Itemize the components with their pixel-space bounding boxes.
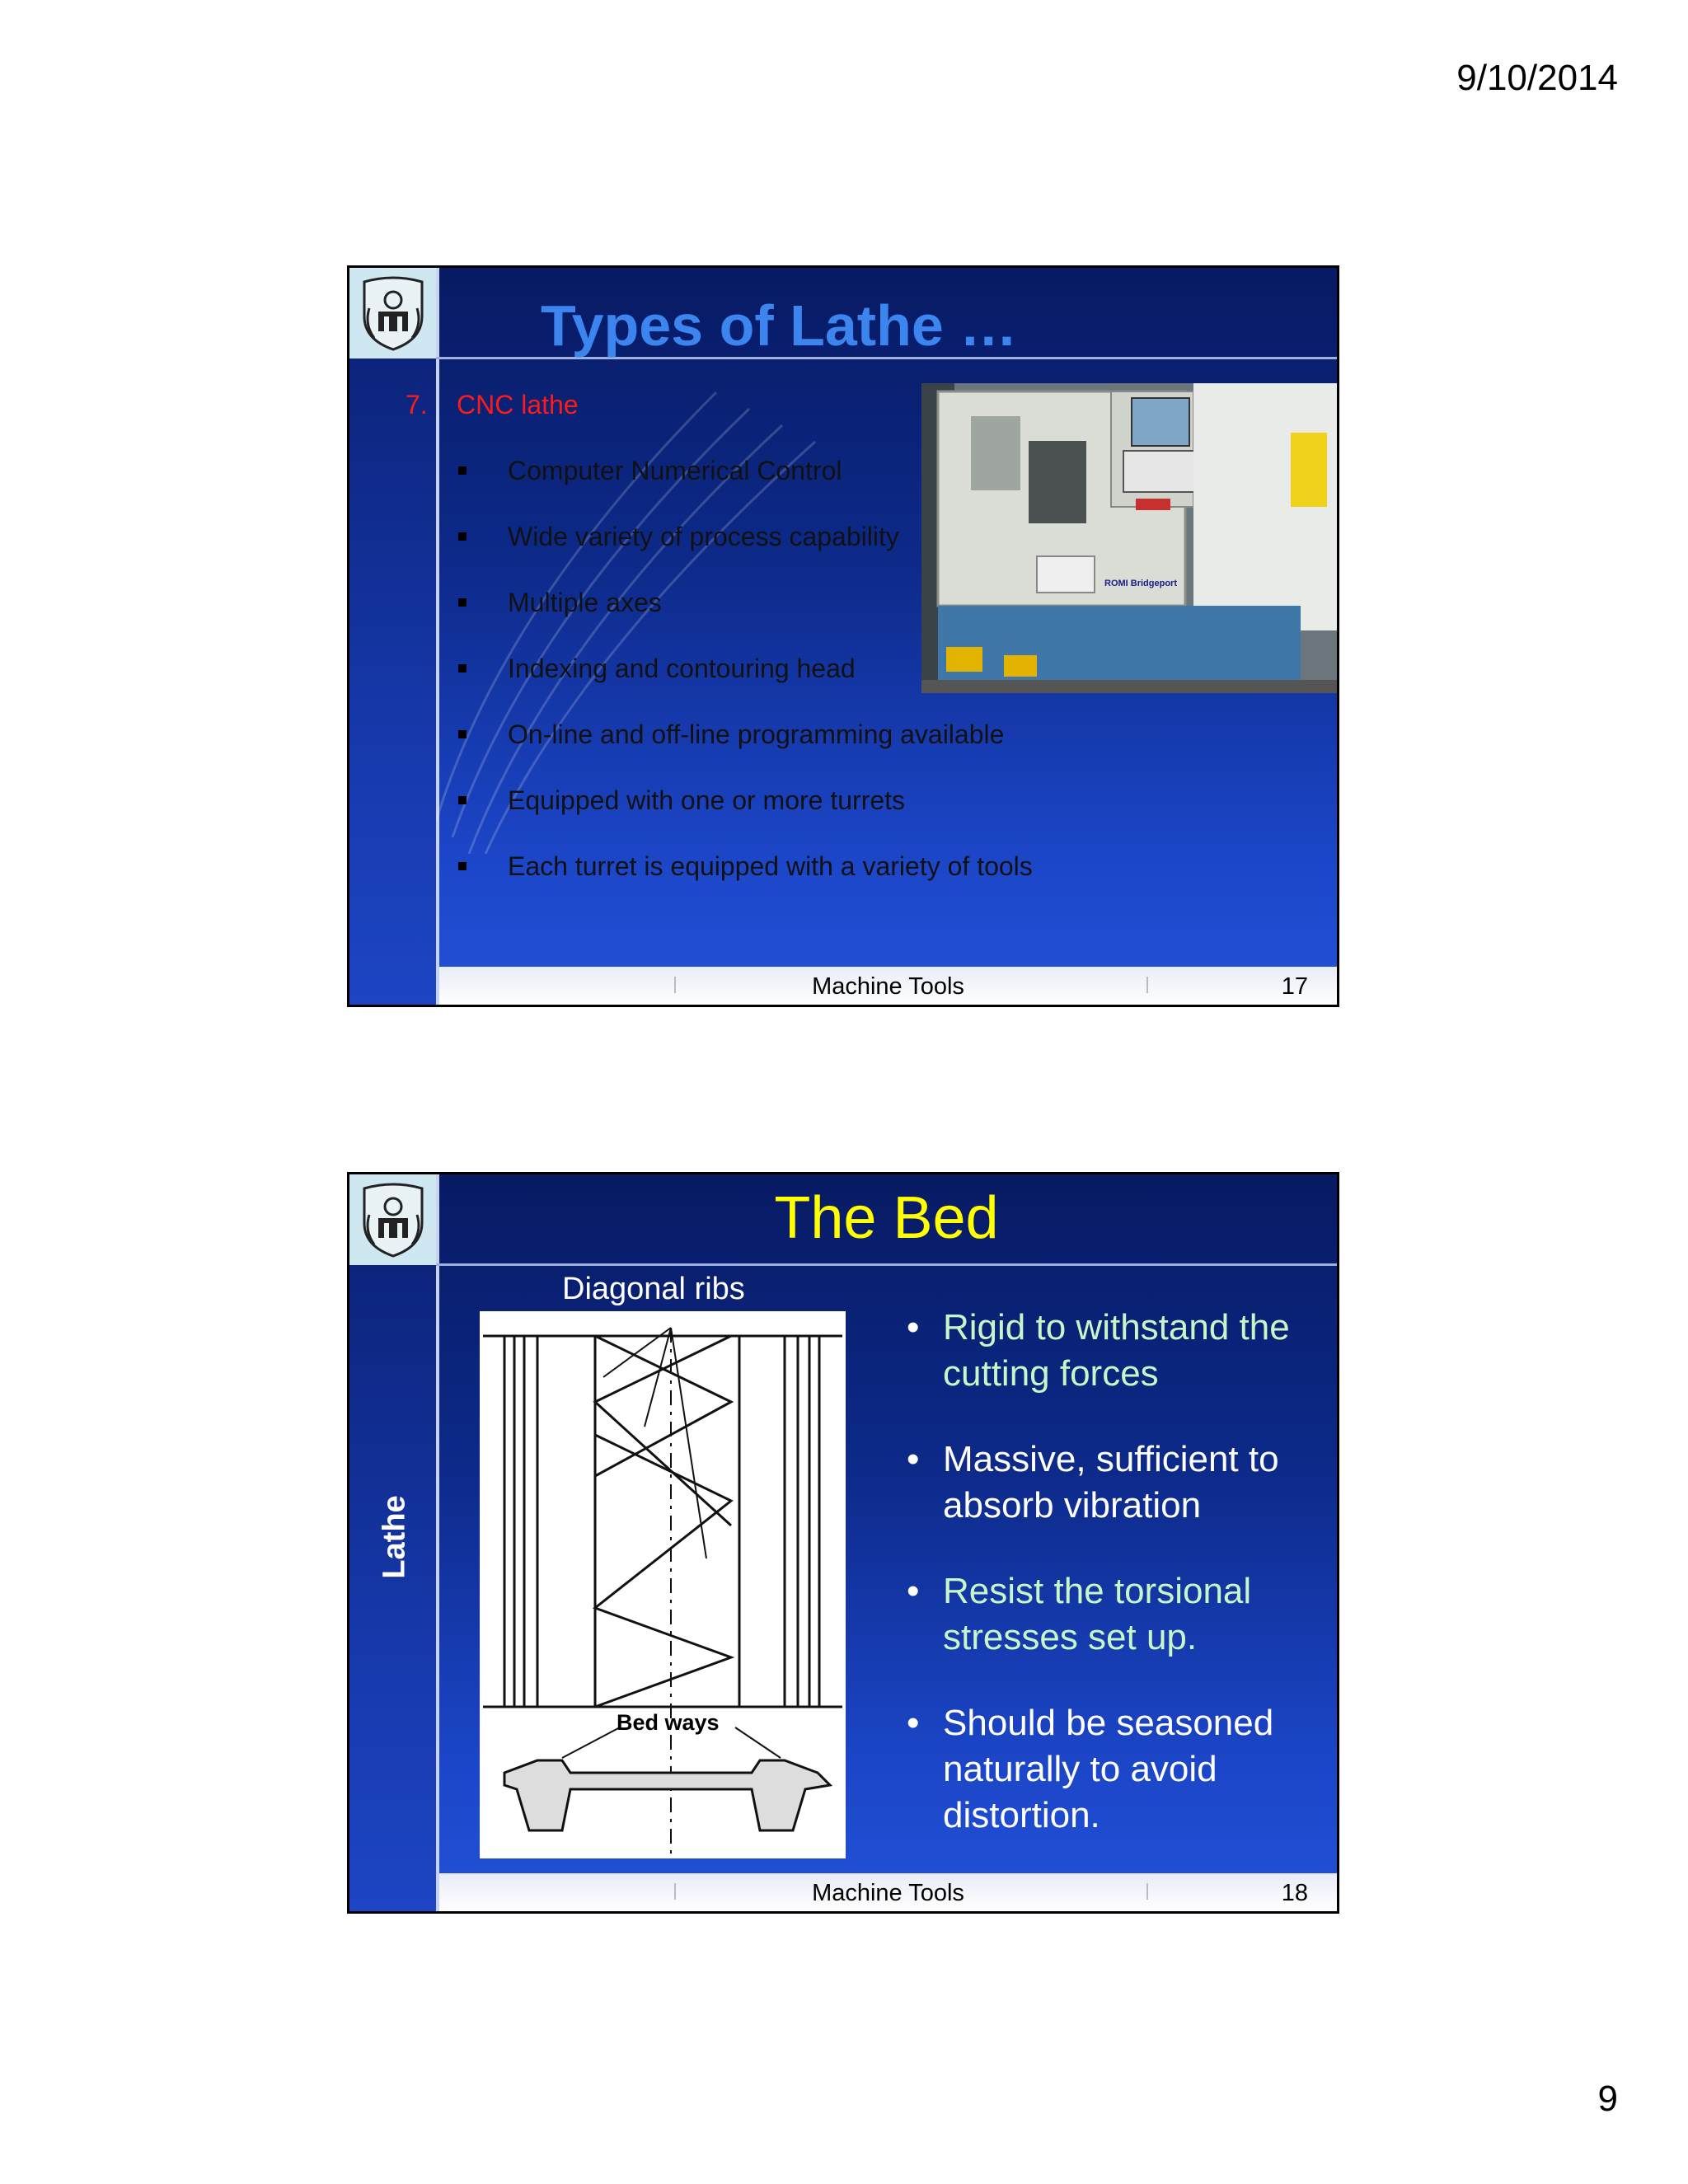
bullet-dot-icon: •	[907, 1703, 920, 1743]
list-heading	[406, 390, 579, 420]
slide-17	[347, 265, 1339, 1007]
slide-number: 17	[1281, 973, 1308, 1000]
square-bullet-icon	[458, 862, 467, 870]
footer-title: Machine Tools	[812, 973, 964, 1000]
page-number: 9	[1597, 2079, 1618, 2119]
square-bullet-icon	[458, 664, 467, 673]
square-bullet-icon	[458, 730, 467, 738]
square-bullet-icon	[458, 532, 467, 541]
list-item: • Massive, sufficient to absorb vibration	[902, 1436, 1330, 1529]
title-rule	[436, 1263, 1337, 1266]
bullet-list	[902, 1305, 1330, 1878]
list-heading-number: 7.	[406, 390, 428, 419]
diagram-caption: Diagonal ribs	[562, 1272, 745, 1306]
lathe-bed-diagram	[480, 1311, 846, 1858]
slide-18	[347, 1172, 1339, 1914]
bullet-dot-icon: •	[907, 1571, 920, 1611]
slide-title: The Bed	[774, 1185, 999, 1251]
list-item: • Should be seasoned naturally to avoid distortion.	[902, 1700, 1330, 1839]
slide-number: 18	[1281, 1880, 1308, 1906]
photo-brand-text: ROMI Bridgeport	[1104, 579, 1177, 588]
list-item: • Rigid to withstand the cutting forces	[902, 1305, 1330, 1397]
bed-ways-label: Bed ways	[617, 1710, 720, 1735]
slide-sidebar	[349, 268, 439, 1005]
square-bullet-icon	[458, 796, 467, 804]
footer-title: Machine Tools	[812, 1880, 964, 1906]
list-item: • Resist the torsional stresses set up.	[902, 1568, 1330, 1661]
slide-footer	[439, 967, 1337, 1005]
list-item: Indexing and contouring head	[457, 651, 1033, 717]
square-bullet-icon	[458, 598, 467, 607]
slide-footer	[439, 1873, 1337, 1911]
list-item: Multiple axes	[457, 585, 1033, 651]
list-item: Wide variety of process capability	[457, 519, 1033, 585]
page-date: 9/10/2014	[1456, 58, 1618, 98]
list-heading-label: CNC lathe	[457, 390, 579, 419]
list-item: Equipped with one or more turrets	[457, 783, 1033, 849]
institute-logo	[349, 268, 436, 359]
list-item: Computer Numerical Control	[457, 453, 1033, 519]
square-bullet-icon	[458, 466, 467, 475]
list-item: Each turret is equipped with a variety of tools	[457, 849, 1033, 915]
cnc-lathe-photo	[921, 383, 1337, 693]
slide-title: Types of Lathe …	[541, 293, 1018, 358]
bullet-dot-icon: •	[907, 1307, 920, 1347]
section-label: Lathe	[377, 1495, 412, 1579]
list-item: On-line and off-line programming available	[457, 717, 1033, 783]
bullet-dot-icon: •	[907, 1439, 920, 1479]
